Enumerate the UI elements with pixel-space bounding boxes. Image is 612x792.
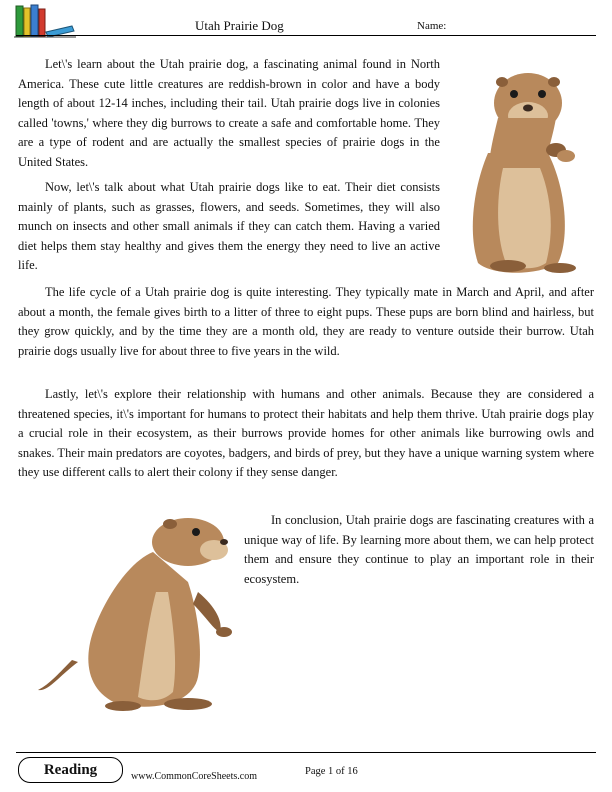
- prairie-dog-standing-image: [448, 58, 588, 278]
- name-field-label: Name:: [417, 20, 447, 32]
- footer-rule: [16, 752, 596, 753]
- paragraph-conclusion: In conclusion, Utah prairie dogs are fascinating creatures with a unique way of life. By learning more about them, we can help protect them and ensure they continue to play an important role in their ecosystem.: [244, 513, 594, 586]
- paragraph-life-cycle: The life cycle of a Utah prairie dog is quite interesting. They typically mate in March and April, and after about a month, the female gives birth to a litter of three to eight pups. These pups are born blind and hairless, but they grow quickly, and by the time they are a month old, they are ready to venture outside their burrow. Utah prairie dogs usually live for about three to five years in the wild.: [18, 285, 594, 358]
- paragraph-diet: Now, let\'s talk about what Utah prairie dogs like to eat. Their diet consists mainly of plants, such as grasses, flowers, and seeds. Sometimes, they will also munch on insects and other small animals if they can catch them. Having a varied diet helps them stay healthy and gives them the energy they need to live an active life.: [18, 180, 440, 272]
- prairie-dog-profile-image: [38, 512, 243, 712]
- page-number: Page 1 of 16: [305, 766, 358, 777]
- header-rule: [16, 35, 596, 36]
- subject-badge: Reading: [18, 757, 123, 783]
- footer-website-link[interactable]: www.CommonCoreSheets.com: [131, 771, 258, 782]
- books-logo-icon: [14, 4, 76, 38]
- paragraph-intro: Let\'s learn about the Utah prairie dog, a fascinating animal found in North America. These cute little creatures are reddish-brown in color and have a body length of about 12-14 inches, including their tail. Utah prairie dogs live in colonies called 'towns,' where they dig burrows to create a safe and comfortable home. They are a type of rodent and are actually the smallest species of prairie dogs in the United States.: [18, 57, 440, 169]
- page-title: Utah Prairie Dog: [195, 18, 284, 33]
- paragraph-relationships: Lastly, let\'s explore their relationship with humans and other animals. Because they are considered a threatened species, it\'s important for humans to protect their habitats and help them thrive. Utah prairie dogs play a crucial role in their ecosystem, as their burrows provide homes for other animals like burrowing owls and snakes. Their main predators are coyotes, badgers, and birds of prey, but they have a unique warning system where they use different calls to alert their colony if they sense danger.: [18, 387, 594, 479]
